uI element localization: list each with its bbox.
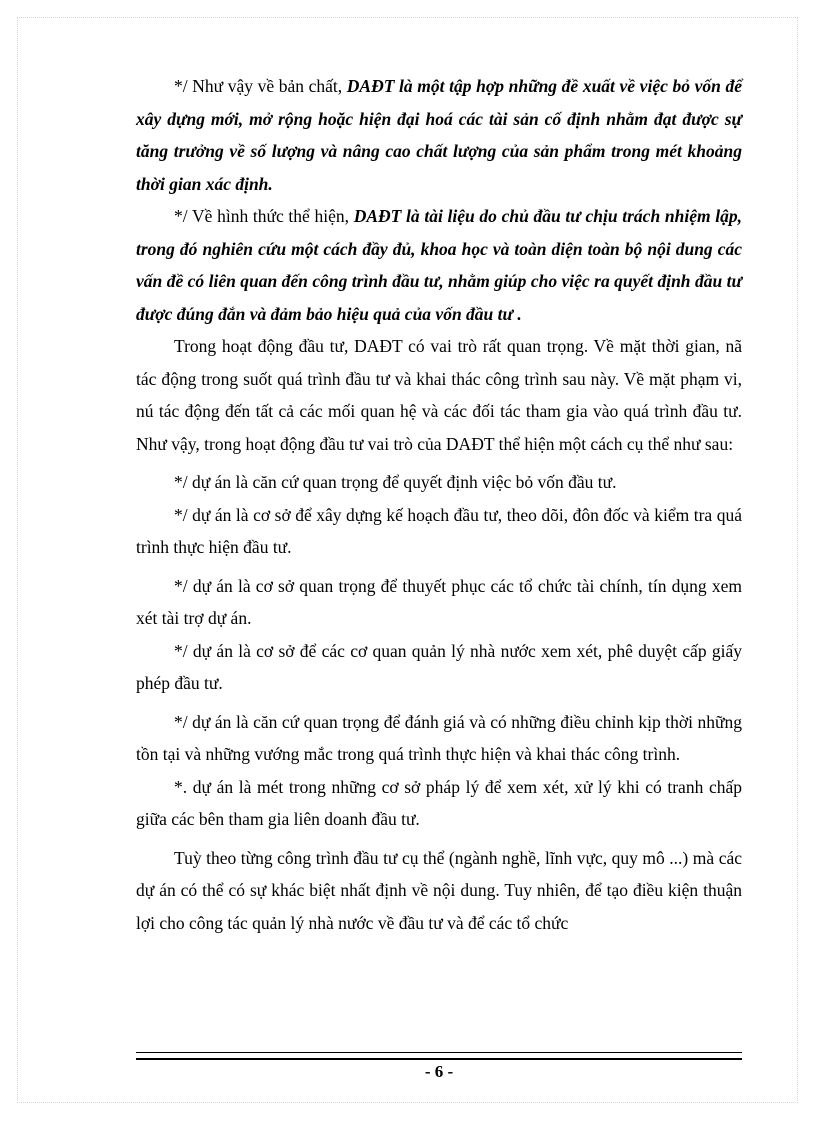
paragraph-prefix: */ Như vậy về bản chất, [174, 76, 347, 96]
list-item-role-6: *. dự án là mét trong những cơ sở pháp lý để xem xét, xử lý khi có tranh chấp giữa các bên tham gia liên doanh đầu tư. [136, 776, 742, 829]
list-item-role-5: */ dự án là căn cứ quan trọng để đánh giá và có những điều chỉnh kịp thời những tồn tại và những vướng mắc trong quá trình thực hiện và khai thác công trình. [136, 711, 742, 764]
paragraph-essence [136, 70, 742, 200]
list-item-role-4: */ dự án là cơ sở để các cơ quan quản lý nhà nước xem xét, phê duyệt cấp giấy phép đầu tư. [136, 640, 742, 693]
footer-divider [136, 1052, 742, 1060]
list-item-role-1: */ dự án là căn cứ quan trọng để quyết định việc bỏ vốn đầu tư. [174, 472, 617, 492]
paragraph-prefix: */ Về hình thức thể hiện, [174, 206, 354, 226]
paragraph-emphasis: DAĐT là một tập hợp những đề xuất về việc bỏ vốn để xây dựng mới, mở rộng hoặc hiện đại hoá các tài sản cố định nhằm đạt được sự tăng trưởng về số lượng và nâng cao chất lượng của sản phẩm trong mét khoảng thời gian xác định. [136, 76, 742, 194]
paragraph-emphasis: DAĐT là tài liệu do chủ đầu tư chịu trách nhiệm lập, trong đó nghiên cứu một cách đầy đủ, khoa học và toàn diện toàn bộ nội dung các vấn đề có liên quan đến công trình đầu tư, nhằm giúp cho việc ra quyết định đầu tư được đúng đắn và đảm bảo hiệu quả của vốn đầu tư . [136, 206, 742, 324]
list-item-role-2: */ dự án là cơ sở để xây dựng kế hoạch đầu tư, theo dõi, đôn đốc và kiểm tra quá trình thực hiện đầu tư. [136, 504, 742, 557]
document-body [136, 70, 742, 939]
paragraph-role-intro: Trong hoạt động đầu tư, DAĐT có vai trò rất quan trọng. Về mặt thời gian, nã tác động trong suốt quá trình đầu tư và khai thác công trình sau này. Về mặt phạm vi, nú tác động đến tất cả các mối quan hệ và các đối tác tham gia vào quá trình đầu tư. Như vậy, trong hoạt động đầu tư vai trò của DAĐT thể hiện một cách cụ thể như sau: [136, 336, 742, 454]
paragraph-form [136, 200, 742, 330]
page-number: - 6 - [424, 1062, 454, 1081]
list-item-role-3: */ dự án là cơ sở quan trọng để thuyết phục các tổ chức tài chính, tín dụng xem xét tài trợ dự án. [136, 575, 742, 628]
paragraph-content-variation: Tuỳ theo từng công trình đầu tư cụ thể (ngành nghề, lĩnh vực, quy mô ...) mà các dự án có thể có sự khác biệt nhất định về nội dung. Tuy nhiên, để tạo điều kiện thuận lợi cho công tác quản lý nhà nước về đầu tư và để các tổ chức [136, 847, 742, 933]
